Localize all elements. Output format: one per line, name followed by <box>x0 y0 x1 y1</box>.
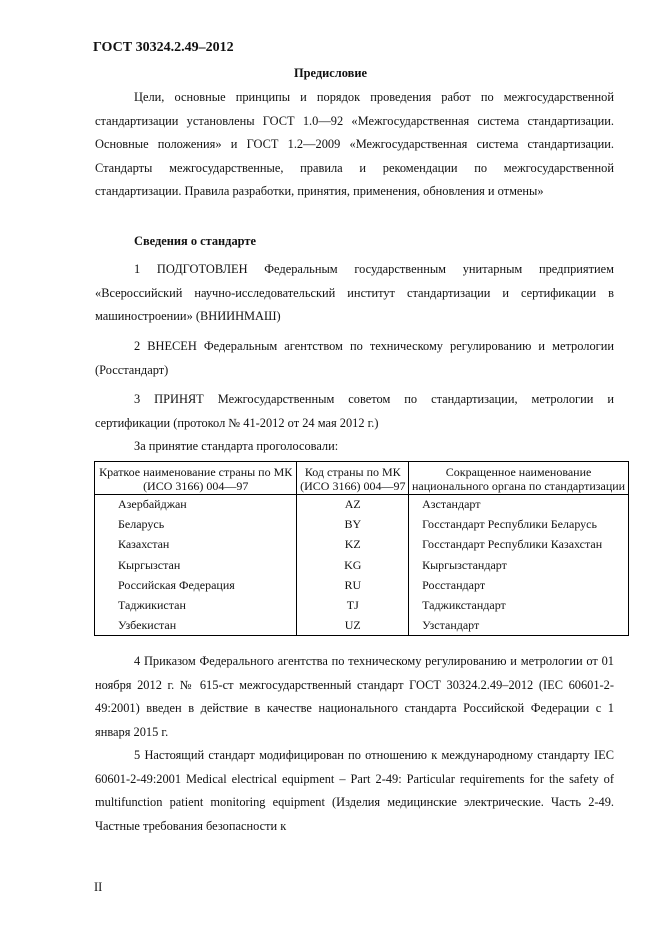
standard-info-heading: Сведения о стандарте <box>134 234 256 248</box>
intro-paragraph: Цели, основные принципы и порядок проведения работ по межгосударственной стандартизации установлены ГОСТ 1.0—92 «Межгосударственная система стандартизации. Основные положения» и ГОСТ 1.2—2009 «Межгосударственная система стандартизации. Стандарты межгосударственные, правила и рекомендации по межгосударственной стандартизации. Правила разработки, принятия, применения, обновления и отмены» <box>95 90 614 198</box>
country-name: Кыргызстан <box>95 555 297 575</box>
country-code: BY <box>297 515 409 535</box>
section-title: Предисловие <box>294 66 367 80</box>
country-name: Таджикистан <box>95 595 297 615</box>
country-name: Казахстан <box>95 535 297 555</box>
country-code: AZ <box>297 495 409 516</box>
header-national-body: Сокращенное наименование национального органа по стандартизации <box>409 462 629 495</box>
item-5-paragraph: 5 Настоящий стандарт модифицирован по отношению к международному стандарту IEC 60601-2-49:2001 Medical electrical equipment – Part 2-49: Particular requirements for the safety of multifunction patient monitoring equipment (Изделия медицинские электрические. Часть 2-49. Частные требования безопасности к <box>95 748 614 833</box>
country-name: Узбекистан <box>95 615 297 636</box>
item-3-paragraph: 3 ПРИНЯТ Межгосударственным советом по стандартизации, метрологии и сертификации (протокол № 41-2012 от 24 мая 2012 г.) <box>95 392 614 430</box>
national-body: Азстандарт <box>409 495 629 516</box>
national-body: Госстандарт Республики Казахстан <box>409 535 629 555</box>
table-row <box>95 595 629 615</box>
table-row <box>95 535 629 555</box>
country-name: Беларусь <box>95 515 297 535</box>
table-header-row <box>95 462 629 495</box>
table-row <box>95 515 629 535</box>
countries-table <box>94 461 629 636</box>
national-body: Росстандарт <box>409 575 629 595</box>
item-2-paragraph: 2 ВНЕСЕН Федеральным агентством по техническому регулированию и метрологии (Росстандарт) <box>95 339 614 377</box>
national-body: Узстандарт <box>409 615 629 636</box>
header-country-name: Краткое наименование страны по МК (ИСО 3166) 004—97 <box>95 462 297 495</box>
country-code: KZ <box>297 535 409 555</box>
item-4-paragraph: 4 Приказом Федерального агентства по техническому регулированию и метрологии от 01 ноября 2012 г. № 615-ст межгосударственный стандарт ГОСТ 30324.2.49–2012 (IEC 60601-2-49:2001) введен в действие в качестве национального стандарта Российской Федерации с 1 января 2015 г. <box>95 654 614 739</box>
table-row <box>95 555 629 575</box>
country-name: Азербайджан <box>95 495 297 516</box>
item-1-paragraph: 1 ПОДГОТОВЛЕН Федеральным государственным унитарным предприятием «Всероссийский научно-исследовательский институт стандартизации и сертификации в машиностроении» (ВНИИНМАШ) <box>95 262 614 323</box>
country-name: Российская Федерация <box>95 575 297 595</box>
table-row <box>95 575 629 595</box>
document-header: ГОСТ 30324.2.49–2012 <box>93 40 234 55</box>
national-body: Госстандарт Республики Беларусь <box>409 515 629 535</box>
table-row <box>95 615 629 636</box>
national-body: Кыргызстандарт <box>409 555 629 575</box>
country-code: RU <box>297 575 409 595</box>
national-body: Таджикстандарт <box>409 595 629 615</box>
table-row <box>95 495 629 516</box>
country-code: TJ <box>297 595 409 615</box>
country-code: KG <box>297 555 409 575</box>
page-number: II <box>94 880 103 894</box>
country-code: UZ <box>297 615 409 636</box>
header-country-code: Код страны по МК (ИСО 3166) 004—97 <box>297 462 409 495</box>
voted-label: За принятие стандарта проголосовали: <box>134 439 339 453</box>
